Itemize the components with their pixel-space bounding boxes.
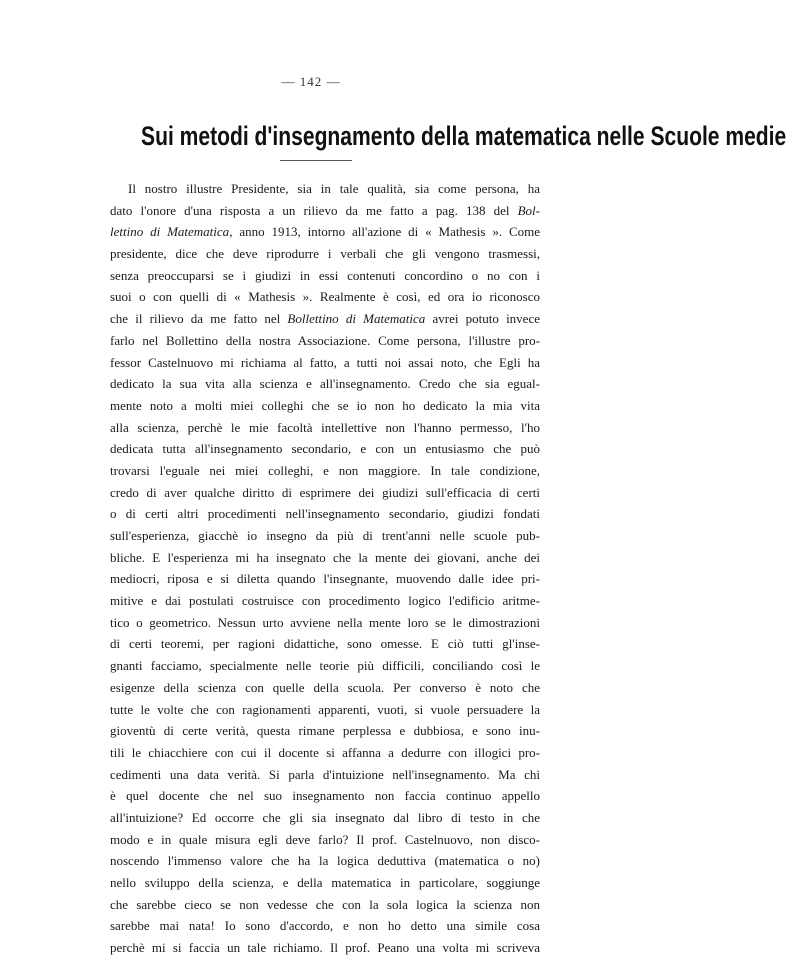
text-line: gnanti facciamo, specialmente nelle teorie più difficili, conciliando così le [110,658,540,674]
text-line: modo e in quale misura egli deve farlo? Il prof. Castelnuovo, non disco- [110,831,540,847]
text-line: mitive e dai postulati costruisce con procedimento logico l'edificio aritme- [110,593,540,609]
text-line: che sarebbe cieco se non vedesse che con la sola logica la scienza non [110,896,540,912]
text-line: tico o geometrico. Nessun urto avviene nella mente loro se le dimostrazioni [110,614,540,630]
text-line: tili le chiacchiere con cui il docente si affanna a dedurre con illogici pro- [110,744,540,760]
text-line: Il nostro illustre Presidente, sia in tale qualità, sia come persona, ha [128,181,540,196]
text-line: lettino di Matematica, anno 1913, intorno all'azione di « Mathesis ». Come [110,224,541,240]
text-line: esigenze della scienza con quelle della scuola. Per converso è noto che [110,679,540,695]
text-line: dedicato la sua vita alla scienza e all'insegnamento. Credo che sia egual- [110,376,540,392]
article-body [110,178,540,959]
text-line: sull'esperienza, giacchè io insegno da più di trent'anni nelle scuole pub- [110,528,540,543]
text-line: mente noto a molti miei colleghi che se io non ho dedicato la mia vita [110,397,540,413]
text-line: dato l'onore d'una risposta a un rilievo da me fatto a pag. 138 del Bol- [110,202,540,218]
text-line: senza preoccuparsi se i giudizi in essi contenuti concordino o no con i [110,267,540,283]
text-line: all'intuizione? Ed occorre che gli sia insegnato dal libro di testo in che [110,809,540,825]
text-line: sarebbe mai nata! Io sono d'accordo, e non ho detto una simile cosa [110,918,540,934]
article-title: Sui metodi d'insegnamento della matematica nelle Scuole medie [141,121,786,151]
text-line: cedimenti una data verità. Si parla d'intuizione nell'insegnamento. Ma chi [110,766,540,782]
text-line: che il rilievo da me fatto nel Bollettino di Matematica avrei potuto invece [110,311,540,327]
text-line: suoi o con quelli di « Mathesis ». Realmente è così, ed ora io riconosco [110,289,540,305]
text-line: di certi teoremi, per ragioni didattiche, sono omesse. E ciò tutti gl'inse- [110,636,540,652]
page-number: — 142 — [281,74,341,89]
text-line: alla scienza, perchè le mie facoltà intellettive non l'hanno permesso, l'ho [110,419,540,435]
text-line: fessor Castelnuovo mi richiama al fatto, a tutti noi assai noto, che Egli ha [110,354,540,370]
text-line: gioventù di certe verità, questa rimane perplessa e dubbiosa, e sono inu- [110,723,540,739]
text-line: nello sviluppo della scienza, e della matematica in particolare, soggiunge [110,875,540,890]
text-line: tutte le volte che con ragionamenti apparenti, vuoti, si vuole persuadere la [110,701,540,717]
text-line: bliche. E l'esperienza mi ha insegnato che la mente dei giovani, anche dei [110,549,540,565]
text-line: farlo nel Bollettino della nostra Associazione. Come persona, l'illustre pro- [110,332,540,348]
text-line: noscendo l'immenso valore che ha la logica deduttiva (matematica o no) [110,853,540,869]
text-line: dedicata tutta all'insegnamento secondario, e con un entusiasmo che può [110,441,540,457]
text-line: credo di aver qualche diritto di esprimere dei giudizi sull'efficacia di certi [110,484,540,500]
text-line: presidente, dice che deve riprodurre i verbali che gli vengono trasmessi, [110,246,540,262]
title-rule [280,160,352,161]
text-line: è quel docente che nel suo insegnamento non faccia continuo appello [110,788,540,804]
text-line: mediocri, riposa e si diletta quando l'insegnante, muovendo dalle idee pri- [110,571,540,587]
text-line: o di certi altri procedimenti nell'insegnamento secondario, giudizi fondati [110,506,540,522]
text-line: perchè mi si faccia un tale richiamo. Il prof. Peano una volta mi scriveva [110,940,540,956]
text-line: trovarsi l'eguale nei miei colleghi, e non maggiore. In tale condizione, [110,462,540,478]
